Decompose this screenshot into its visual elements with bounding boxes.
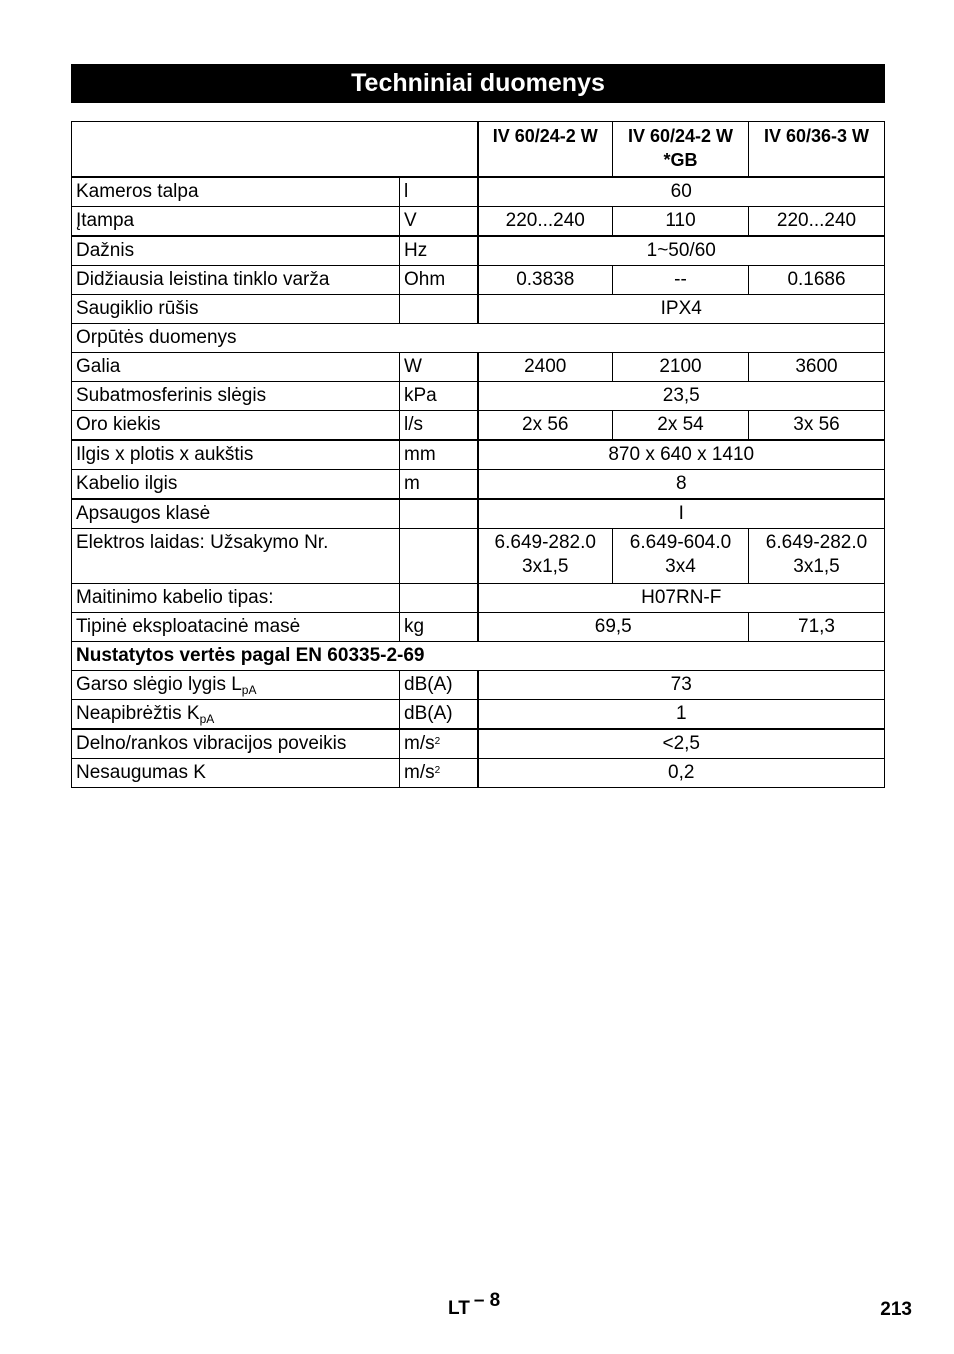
row-unit: kg <box>400 613 478 642</box>
row-label: Saugiklio rūšis <box>72 295 400 324</box>
row-label: Tipinė eksploatacinė masė <box>72 613 400 642</box>
order-number: 6.649-282.0 <box>494 532 596 553</box>
row-maitinimo <box>72 584 885 613</box>
row-unit <box>400 729 478 759</box>
row-value: 60 <box>478 177 885 207</box>
row-value-3: 71,3 <box>749 613 885 642</box>
row-value: H07RN-F <box>478 584 885 613</box>
row-itampa <box>72 207 885 237</box>
row-oro-kiekis <box>72 411 885 441</box>
row-unit: W <box>400 353 478 382</box>
row-garso <box>72 671 885 700</box>
label-text: Garso slėgio lygis L <box>76 674 242 695</box>
row-unit: Hz <box>400 236 478 266</box>
row-value-2: 2100 <box>613 353 749 382</box>
row-value-3: 3x 56 <box>749 411 885 441</box>
row-value-1: 0.3838 <box>478 266 613 295</box>
row-unit <box>400 295 478 324</box>
header-model-1: IV 60/24-2 W <box>478 122 613 178</box>
row-label: Delno/rankos vibracijos poveikis <box>72 729 400 759</box>
table-header-row <box>72 122 885 178</box>
row-value-2: -- <box>613 266 749 295</box>
row-value: I <box>478 499 885 529</box>
unit-text: m/s <box>404 733 435 754</box>
page-title: Techniniai duomenys <box>71 64 885 103</box>
row-unit <box>400 584 478 613</box>
language-code: LT <box>448 1298 470 1319</box>
row-value: 0,2 <box>478 759 885 788</box>
row-value: 1 <box>478 700 885 730</box>
row-unit: dB(A) <box>400 671 478 700</box>
row-value: 73 <box>478 671 885 700</box>
row-ilgis <box>72 440 885 470</box>
row-value-3: 3600 <box>749 353 885 382</box>
row-label: Kameros talpa <box>72 177 400 207</box>
row-label: Oro kiekis <box>72 411 400 441</box>
row-label: Dažnis <box>72 236 400 266</box>
row-value-1: 2x 56 <box>478 411 613 441</box>
row-value-3: 0.1686 <box>749 266 885 295</box>
row-label: Nesaugumas K <box>72 759 400 788</box>
row-unit <box>400 529 478 584</box>
row-mase <box>72 613 885 642</box>
row-unit: l/s <box>400 411 478 441</box>
row-label: Ilgis x plotis x aukštis <box>72 440 400 470</box>
row-label: Elektros laidas: Užsakymo Nr. <box>72 529 400 584</box>
header-model-2: IV 60/24-2 W *GB <box>613 122 749 178</box>
row-value-1-2: 69,5 <box>478 613 749 642</box>
row-label: Subatmosferinis slėgis <box>72 382 400 411</box>
row-value: 870 x 640 x 1410 <box>478 440 885 470</box>
row-neapibreztis <box>72 700 885 730</box>
footer-language <box>448 1290 501 1320</box>
row-value-2: 110 <box>613 207 749 237</box>
row-unit <box>400 499 478 529</box>
row-label: Apsaugos klasė <box>72 499 400 529</box>
row-apsaugos <box>72 499 885 529</box>
row-kabelio-ilgis <box>72 470 885 500</box>
row-unit <box>400 759 478 788</box>
order-number: 6.649-282.0 <box>765 532 868 553</box>
unit-superscript: 2 <box>434 736 441 747</box>
row-value-2: 2x 54 <box>613 411 749 441</box>
row-value-2 <box>613 529 749 584</box>
header-empty-cell <box>72 122 478 178</box>
row-unit: l <box>400 177 478 207</box>
label-text: Neapibrėžtis K <box>76 703 200 724</box>
row-value: <2,5 <box>478 729 885 759</box>
row-label <box>72 671 400 700</box>
cable-spec: 3x1,5 <box>793 556 840 577</box>
row-unit: dB(A) <box>400 700 478 730</box>
row-slegis <box>72 382 885 411</box>
row-label: Kabelio ilgis <box>72 470 400 500</box>
row-label: Didžiausia leistina tinklo varža <box>72 266 400 295</box>
row-orputes-section <box>72 324 885 353</box>
row-label: Maitinimo kabelio tipas: <box>72 584 400 613</box>
row-value-3 <box>749 529 885 584</box>
row-nesaugumas <box>72 759 885 788</box>
row-unit: V <box>400 207 478 237</box>
row-value: 23,5 <box>478 382 885 411</box>
unit-superscript: 2 <box>434 765 441 776</box>
row-value-3: 220...240 <box>749 207 885 237</box>
section-label: Nustatytos vertės pagal EN 60335-2-69 <box>72 642 885 671</box>
header-model-3: IV 60/36-3 W <box>749 122 885 178</box>
cable-spec: 3x4 <box>665 556 696 577</box>
row-value: 8 <box>478 470 885 500</box>
row-daznis <box>72 236 885 266</box>
row-value-1: 2400 <box>478 353 613 382</box>
row-vibracijos <box>72 729 885 759</box>
row-galia <box>72 353 885 382</box>
cable-spec: 3x1,5 <box>522 556 569 577</box>
row-unit: mm <box>400 440 478 470</box>
row-saugiklio <box>72 295 885 324</box>
section-page: – 8 <box>473 1290 501 1311</box>
row-label <box>72 700 400 730</box>
label-subscript: pA <box>199 712 215 726</box>
row-elektros-laidas <box>72 529 885 584</box>
spec-table <box>71 121 885 788</box>
section-label: Orpūtės duomenys <box>72 324 885 353</box>
unit-text: m/s <box>404 762 435 783</box>
row-value: IPX4 <box>478 295 885 324</box>
order-number: 6.649-604.0 <box>629 532 732 553</box>
row-nustatytos-section <box>72 642 885 671</box>
row-value: 1~50/60 <box>478 236 885 266</box>
row-unit: kPa <box>400 382 478 411</box>
row-label: Galia <box>72 353 400 382</box>
label-subscript: pA <box>241 683 257 697</box>
row-label: Įtampa <box>72 207 400 237</box>
page-number: 213 <box>880 1299 912 1320</box>
row-value-1: 220...240 <box>478 207 613 237</box>
row-unit: m <box>400 470 478 500</box>
row-value-1 <box>478 529 613 584</box>
row-varza <box>72 266 885 295</box>
row-unit: Ohm <box>400 266 478 295</box>
row-kameros-talpa <box>72 177 885 207</box>
